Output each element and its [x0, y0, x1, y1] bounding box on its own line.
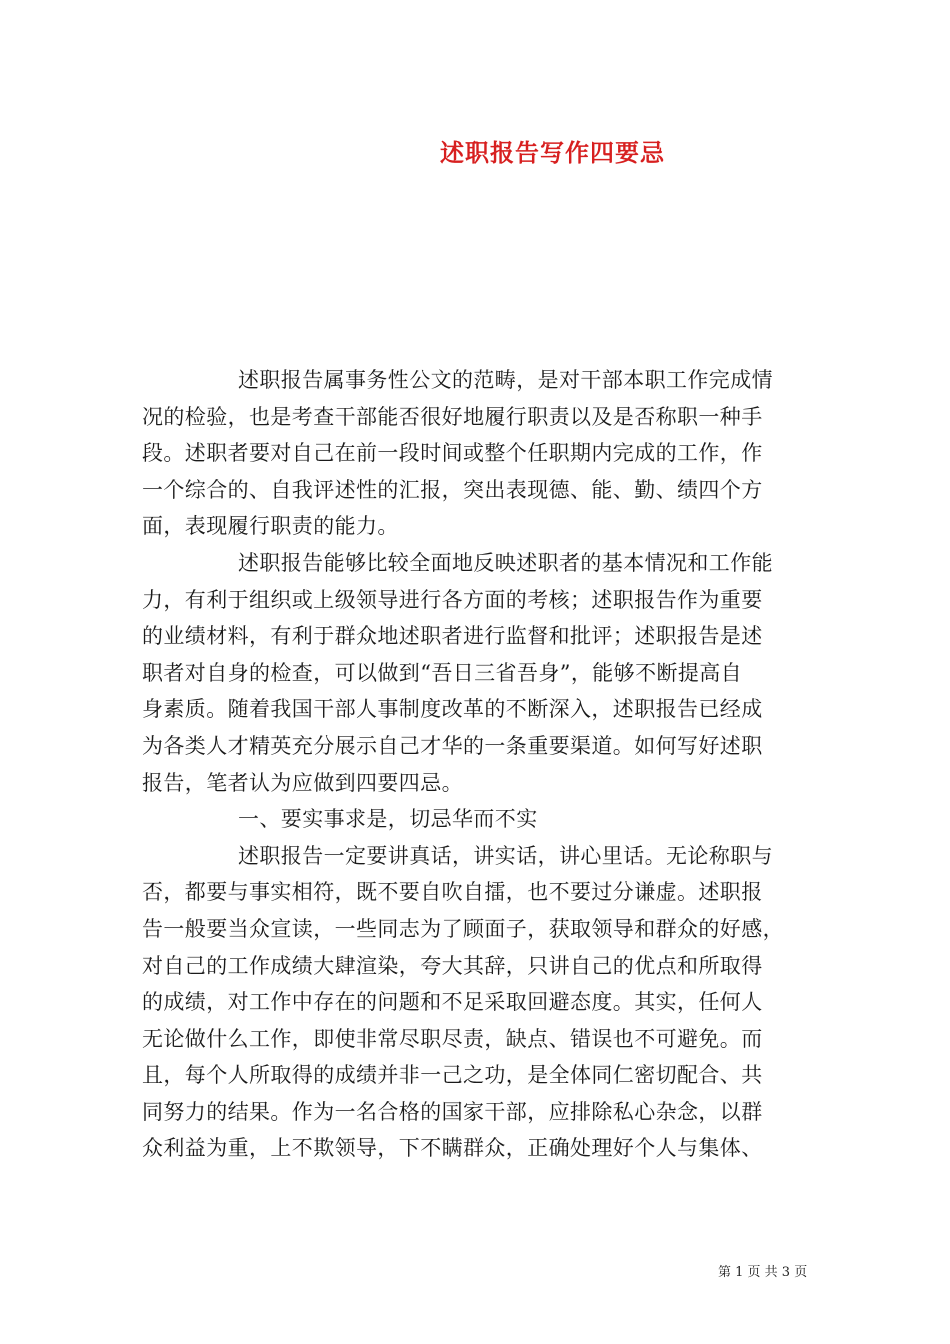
- body-line: 为各类人才精英充分展示自己才华的一条重要渠道。如何写好述职: [142, 733, 763, 758]
- body-line: 一个综合的、自我评述性的汇报，突出表现德、能、勤、绩四个方: [142, 477, 763, 502]
- body-line: 无论做什么工作，即使非常尽职尽责，缺点、错误也不可避免。而: [142, 1026, 763, 1051]
- body-line: 述职报告属事务性公文的范畴，是对干部本职工作完成情: [238, 368, 773, 392]
- body-line: 同努力的结果。作为一名合格的国家干部，应排除私心杂念，以群: [142, 1099, 763, 1124]
- section-heading: 一、要实事求是，切忌华而不实: [238, 807, 538, 832]
- body-line: 身素质。随着我国干部人事制度改革的不断深入，述职报告已经成: [142, 697, 763, 722]
- page-number: 第 1 页 共 3 页: [718, 1265, 808, 1280]
- body-line: 段。述职者要对自己在前一段时间或整个任职期内完成的工作，作: [142, 441, 763, 466]
- body-line: 的成绩，对工作中存在的问题和不足采取回避态度。其实，任何人: [142, 990, 763, 1015]
- body-line: 对自己的工作成绩大肆渲染，夸大其辞，只讲自己的优点和所取得: [142, 953, 763, 978]
- body-line: 况的检验，也是考查干部能否很好地履行职责以及是否称职一种手: [142, 404, 763, 429]
- body-line: 述职报告能够比较全面地反映述职者的基本情况和工作能: [238, 550, 773, 575]
- body-line: 且，每个人所取得的成绩并非一己之功，是全体同仁密切配合、共: [142, 1063, 763, 1088]
- body-line: 报告，笔者认为应做到四要四忌。: [142, 770, 463, 795]
- body-line: 的业绩材料，有利于群众地述职者进行监督和批评；述职报告是述: [142, 624, 763, 649]
- body-line: 力，有利于组织或上级领导进行各方面的考核；述职报告作为重要: [142, 587, 763, 612]
- body-line: 众利益为重，上不欺领导，下不瞒群众，正确处理好个人与集体、: [142, 1136, 763, 1161]
- body-line: 告一般要当众宣读，一些同志为了顾面子，获取领导和群众的好感，: [142, 916, 784, 941]
- body-line: 否，都要与事实相符，既不要自吹自擂，也不要过分谦虚。述职报: [142, 880, 763, 905]
- body-line: 述职报告一定要讲真话，讲实话，讲心里话。无论称职与: [238, 843, 773, 868]
- body-line: 职者对自身的检查，可以做到“吾日三省吾身”，能够不断提高自: [142, 660, 743, 685]
- body-line: 面，表现履行职责的能力。: [142, 514, 399, 539]
- document-title: 述职报告写作四要忌: [440, 138, 665, 167]
- document-body: [142, 362, 814, 1167]
